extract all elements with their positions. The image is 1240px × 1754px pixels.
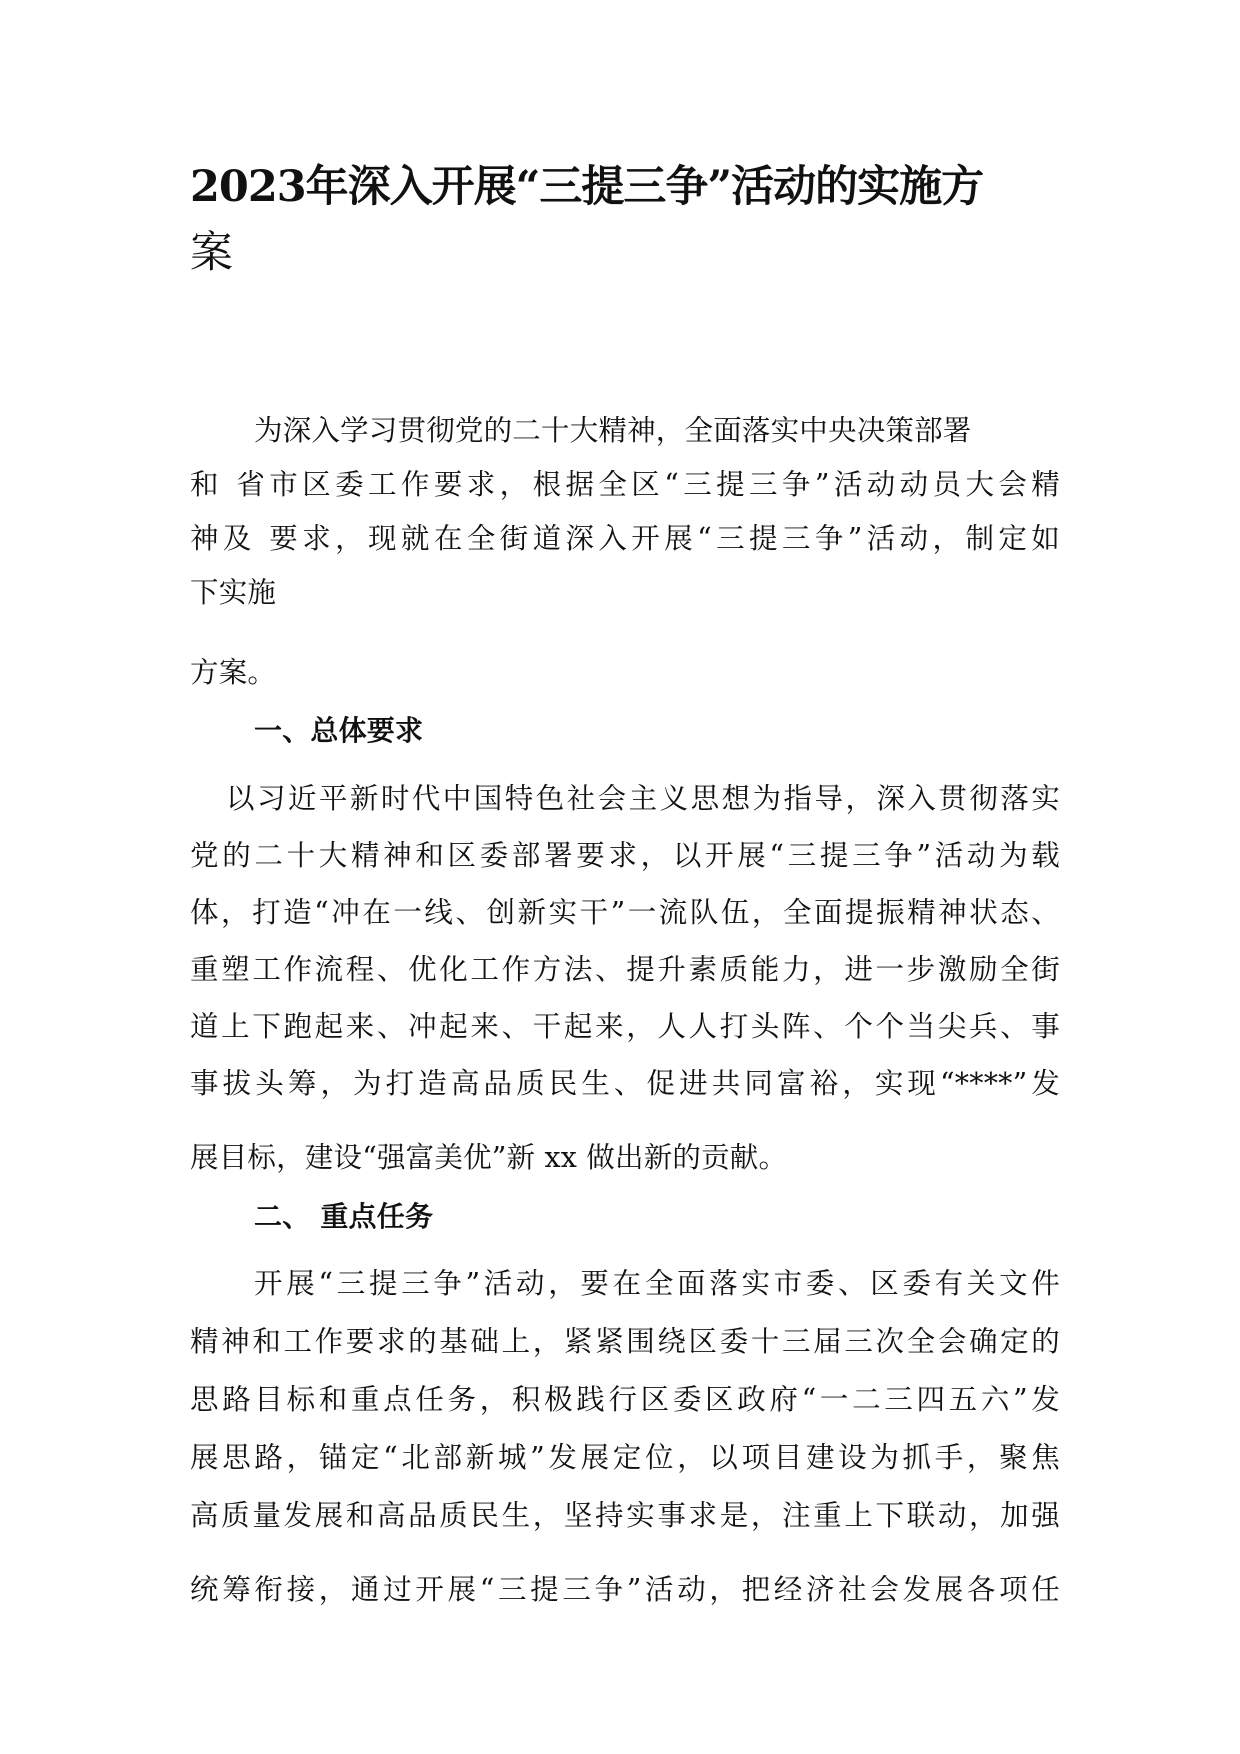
title-line-1: 2023年深入开展“三提三争”活动的实施方: [190, 162, 984, 212]
section-line: 思路目标和重点任务，积极践行区委区政府“一二三四五六”发: [190, 1383, 1060, 1416]
section-line: 事拔头筹，为打造高品质民生、促进共同富裕，实现“****”发: [190, 1067, 1060, 1100]
section-line: 开展“三提三争”活动，要在全面落实市委、区委有关文件: [254, 1267, 1060, 1300]
intro-line: 方案。: [190, 656, 277, 689]
document-title: [190, 154, 1070, 286]
intro-line: 神及 要求，现就在全街道深入开展“三提三争”活动，制定如: [190, 522, 1060, 555]
intro-line: 和 省市区委工作要求，根据全区“三提三争”活动动员大会精: [190, 468, 1060, 501]
section-line: 展目标，建设“强富美优”新 xx 做出新的贡献。: [190, 1141, 788, 1174]
section-line: 体，打造“冲在一线、创新实干”一流队伍，全面提振精神状态、: [190, 896, 1060, 929]
section-heading: 二、 重点任务: [254, 1200, 434, 1233]
section-line: 重塑工作流程、优化工作方法、提升素质能力，进一步激励全街: [190, 953, 1060, 986]
section-line: 统筹衔接，通过开展“三提三争”活动，把经济社会发展各项任: [190, 1573, 1060, 1606]
section-line: 展思路，锚定“北部新城”发展定位，以项目建设为抓手，聚焦: [190, 1441, 1060, 1474]
section-line: 道上下跑起来、冲起来、干起来，人人打头阵、个个当尖兵、事: [190, 1010, 1060, 1043]
section-line: 以习近平新时代中国特色社会主义思想为指导，深入贯彻落实: [226, 782, 1060, 815]
section-heading: 一、总体要求: [254, 714, 424, 747]
intro-line: 下实施: [190, 576, 277, 609]
section-line: 党的二十大精神和区委部署要求，以开展“三提三争”活动为载: [190, 839, 1060, 872]
intro-line: 为深入学习贯彻党的二十大精神，全面落实中央决策部署: [254, 414, 972, 447]
section-line: 精神和工作要求的基础上，紧紧围绕区委十三届三次全会确定的: [190, 1325, 1060, 1358]
section-line: 高质量发展和高品质民生，坚持实事求是，注重上下联动，加强: [190, 1499, 1060, 1532]
title-line-2: 案: [190, 228, 232, 278]
